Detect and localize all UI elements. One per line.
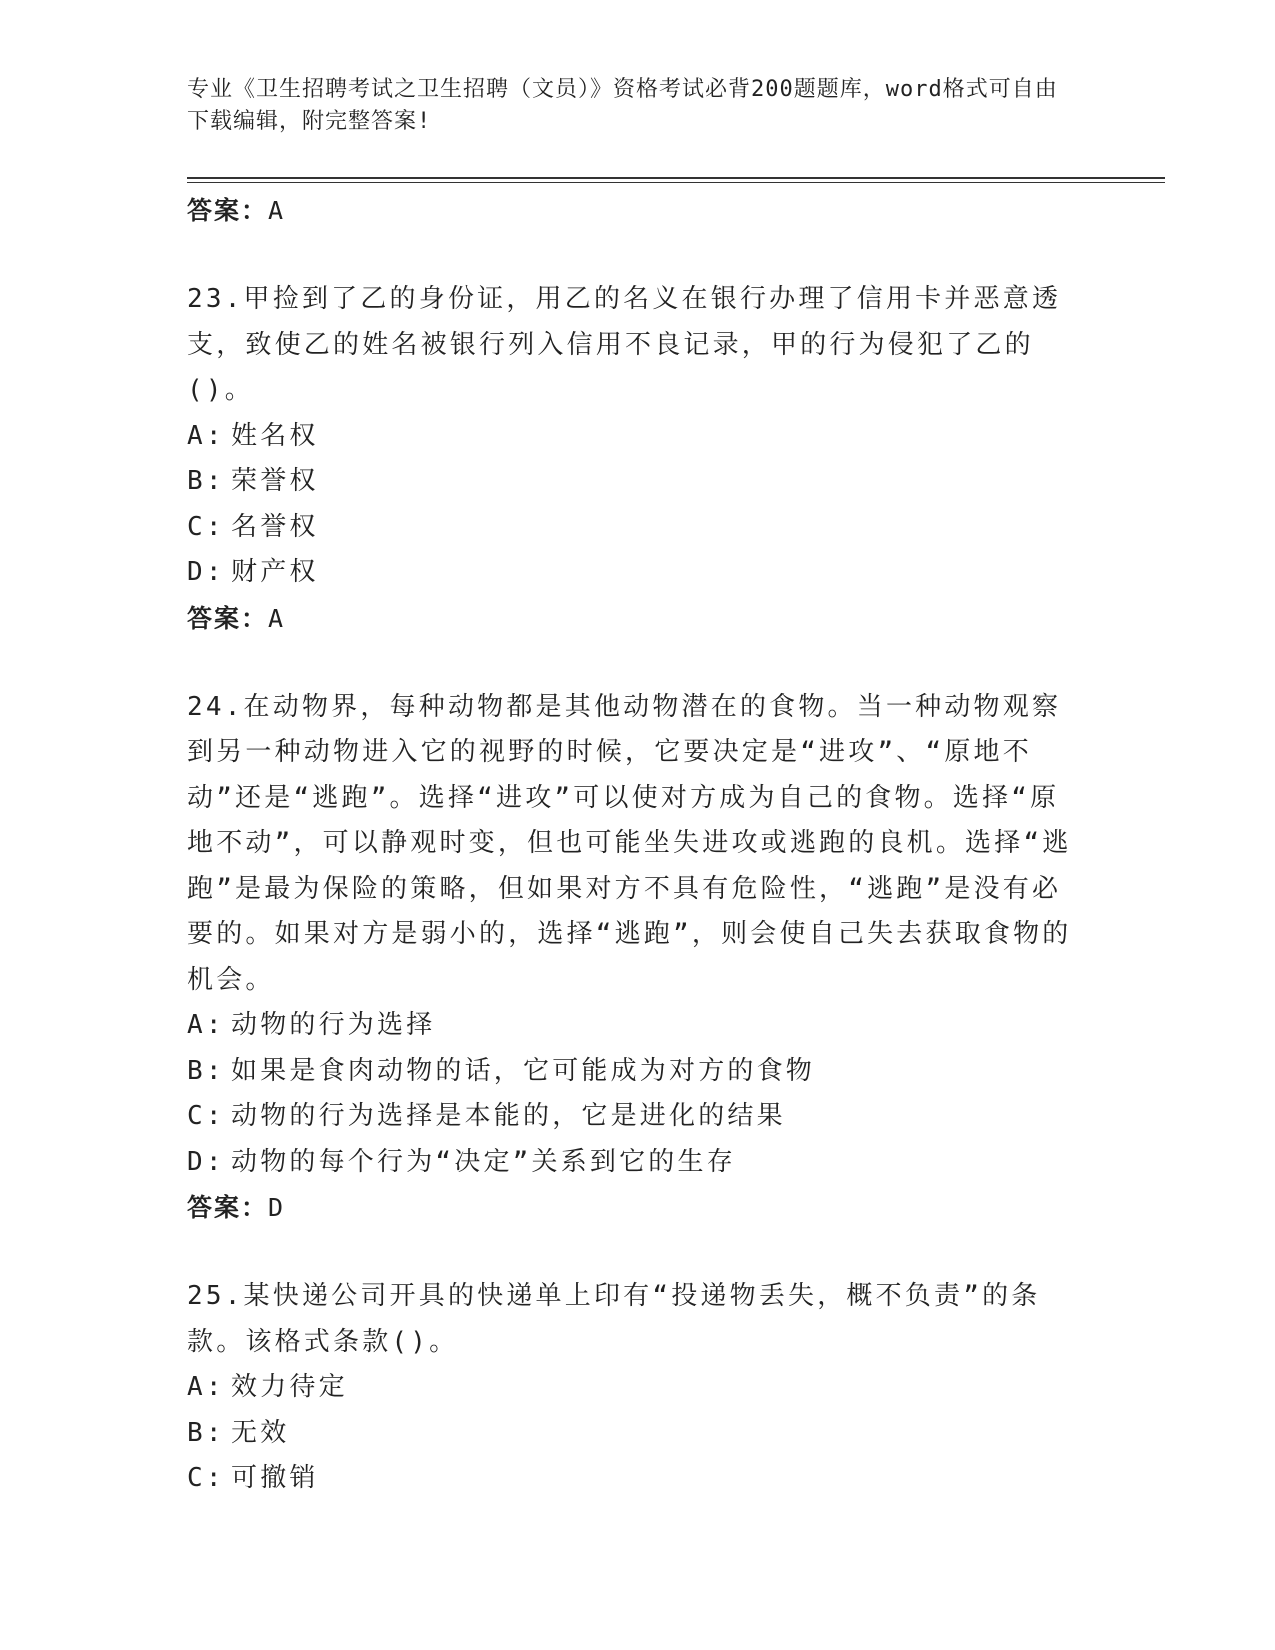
header-divider-thick [187, 177, 1165, 179]
option-d [187, 550, 1087, 596]
option-key: A: [187, 420, 225, 451]
option-text: 荣誉权 [231, 466, 319, 496]
option-key: A: [187, 1010, 225, 1040]
option-c [187, 1456, 1087, 1502]
answer-label: 答案： [187, 1193, 269, 1222]
option-a [187, 1365, 1087, 1411]
option-key: C: [187, 511, 225, 542]
page-header-title: 专业《卫生招聘考试之卫生招聘（文员）》资格考试必背200题题库，word格式可自由下载编辑，附完整答案! [187, 77, 1058, 134]
answer-value: D [268, 1193, 286, 1222]
question-text: 24.在动物界，每种动物都是其他动物潜在的食物。当一种动物观察到另一种动物进入它的视野的时候，它要决定是“进攻”、“原地不动”还是“逃跑”。选择“进攻”可以使对方成为自己的食物。选择“原地不动”，可以静观时变，但也可能坐失进攻或逃跑的良机。选择“逃跑”是最为保险的策略，但如果对方不具有危险性，“逃跑”是没有必要的。如果对方是弱小的，选择“逃跑”，则会使自己失去获取食物的机会。 [187, 691, 1072, 995]
option-text: 财产权 [231, 557, 319, 587]
option-b [187, 1049, 1087, 1095]
answer-line [187, 188, 1087, 233]
option-text: 名誉权 [231, 511, 319, 542]
option-key: D: [187, 557, 225, 587]
answer-label: 答案： [187, 196, 269, 225]
option-text: 动物的每个行为“决定”关系到它的生存 [231, 1146, 736, 1177]
option-c [187, 1094, 1087, 1140]
option-key: B: [187, 466, 225, 496]
option-text: 效力待定 [231, 1372, 348, 1402]
answer-line [187, 596, 1087, 641]
option-text: 可撤销 [231, 1463, 319, 1493]
answer-line [187, 1185, 1087, 1230]
option-text: 如果是食肉动物的话，它可能成为对方的食物 [231, 1055, 816, 1086]
option-key: D: [187, 1146, 225, 1177]
header-divider-thin [187, 182, 1165, 183]
option-c [187, 505, 1087, 551]
option-key: C: [187, 1463, 225, 1493]
answer-label: 答案： [187, 603, 269, 633]
question-23 [187, 277, 1087, 641]
option-text: 无效 [231, 1417, 290, 1448]
question-25 [187, 1274, 1087, 1502]
option-b [187, 459, 1087, 505]
option-text: 姓名权 [231, 420, 319, 451]
question-text: 23.甲捡到了乙的身份证，用乙的名义在银行办理了信用卡并恶意透支，致使乙的姓名被银行列入信用不良记录，甲的行为侵犯了乙的()。 [187, 284, 1062, 405]
option-a [187, 414, 1087, 460]
option-key: C: [187, 1101, 225, 1131]
option-text: 动物的行为选择 [231, 1010, 436, 1040]
option-key: B: [187, 1055, 225, 1086]
option-text: 动物的行为选择是本能的，它是进化的结果 [231, 1101, 786, 1131]
answer-value: A [268, 603, 286, 633]
question-24 [187, 685, 1087, 1231]
option-key: B: [187, 1417, 225, 1448]
question-text: 25.某快递公司开具的快递单上印有“投递物丢失，概不负责”的条款。该格式条款()。 [187, 1281, 1041, 1357]
answer-value: A [268, 196, 286, 225]
option-a [187, 1003, 1087, 1049]
option-key: A: [187, 1372, 225, 1402]
question-list [187, 188, 1087, 1502]
option-d [187, 1140, 1087, 1186]
option-b [187, 1411, 1087, 1457]
